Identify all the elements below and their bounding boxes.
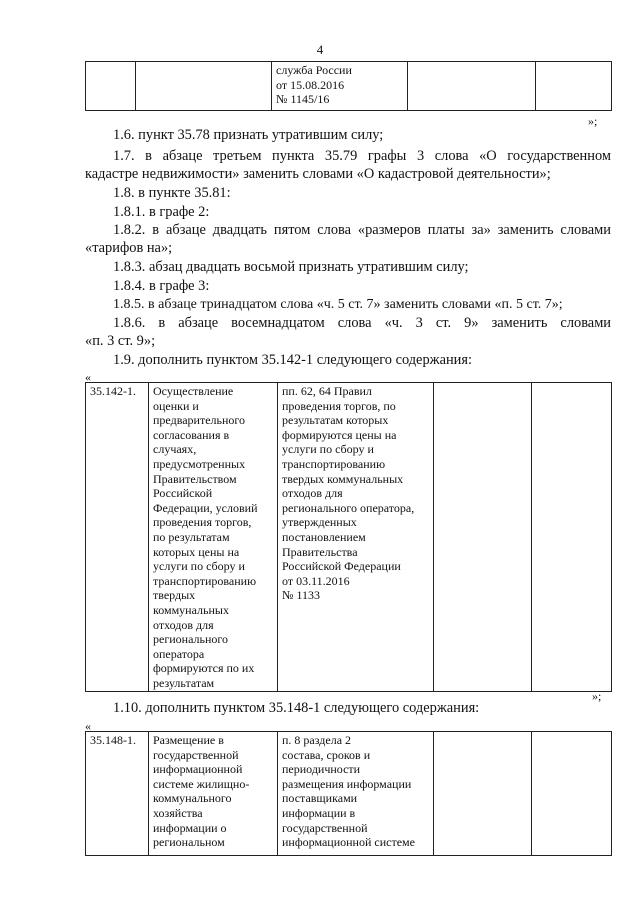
paragraph-1-7-line2: кадастре недвижимости» заменить словами «О кадастровой деятельности»; — [85, 166, 551, 182]
paragraph-1-8-3: 1.8.3. абзац двадцать восьмой признать утратившим силу; — [113, 259, 469, 275]
paragraph-1-10: 1.10. дополнить пунктом 35.148-1 следующего содержания: — [113, 700, 480, 716]
table-cell — [86, 62, 136, 111]
table-cell-description: Размещение в государственной информационной системе жилищно- коммунального хозяйства информации о региональном — [149, 732, 278, 856]
paragraph-1-6: 1.6. пункт 35.78 признать утратившим силу; — [113, 127, 384, 143]
paragraph-1-8-2-line2: «тарифов на»; — [85, 240, 173, 256]
closing-quote: »; — [588, 114, 598, 128]
table-cell — [532, 732, 612, 856]
paragraph-1-8-6-line1: 1.8.6. в абзаце восемнадцатом слова «ч. 3 ст. 9» заменить словами — [113, 315, 611, 331]
table-cell — [434, 383, 532, 692]
table-cell-reference: пп. 62, 64 Правил проведения торгов, по результатам которых формируются цены на услуги по сбору и транспортированию твердых коммунальных отходов для регионального оператора, утвержденных постановлением Правительства Российской Федерации от 03.11.2016 № 1133 — [278, 383, 434, 692]
table-cell: служба России от 15.08.2016 № 1145/16 — [272, 62, 408, 111]
paragraph-1-8-1: 1.8.1. в графе 2: — [113, 204, 210, 220]
paragraph-1-8-5: 1.8.5. в абзаце тринадцатом слова «ч. 5 ст. 7» заменить словами «п. 5 ст. 7»; — [113, 297, 563, 312]
closing-quote: »; — [592, 689, 602, 703]
table-cell — [136, 62, 272, 111]
table-35-148-1 — [85, 731, 612, 856]
paragraph-1-8-2-line1: 1.8.2. в абзаце двадцать пятом слова «размеров платы за» заменить словами — [113, 222, 611, 238]
table-cell — [434, 732, 532, 856]
table-cell-description: Осуществление оценки и предварительного согласования в случаях, предусмотренных Правительством Российской Федерации, условий проведения торгов, по результатам которых цены на услуги по сбору и транспортированию твердых коммунальных отходов для регионального оператора формируются по их результатам — [149, 383, 278, 692]
page-number: 4 — [316, 42, 324, 57]
opening-quote: « — [85, 719, 91, 733]
table-cell — [536, 62, 612, 111]
table-cell-number: 35.142-1. — [86, 383, 149, 692]
table-cell-reference: п. 8 раздела 2 состава, сроков и периодичности размещения информации поставщиками информации в государственной информационной системе — [278, 732, 434, 856]
table-35-142-1 — [85, 382, 612, 692]
table-cell — [532, 383, 612, 692]
paragraph-1-8: 1.8. в пункте 35.81: — [113, 185, 231, 201]
paragraph-1-9: 1.9. дополнить пунктом 35.142-1 следующего содержания: — [113, 352, 472, 368]
table-cell — [408, 62, 536, 111]
paragraph-1-7-line1: 1.7. в абзаце третьем пункта 35.79 графы 3 слова «О государственном — [113, 148, 611, 164]
table-continuation — [85, 61, 612, 111]
opening-quote: « — [85, 370, 91, 384]
table-cell-number: 35.148-1. — [86, 732, 149, 856]
paragraph-1-8-6-line2: «п. 3 ст. 9»; — [85, 333, 156, 349]
paragraph-1-8-4: 1.8.4. в графе 3: — [113, 278, 210, 294]
